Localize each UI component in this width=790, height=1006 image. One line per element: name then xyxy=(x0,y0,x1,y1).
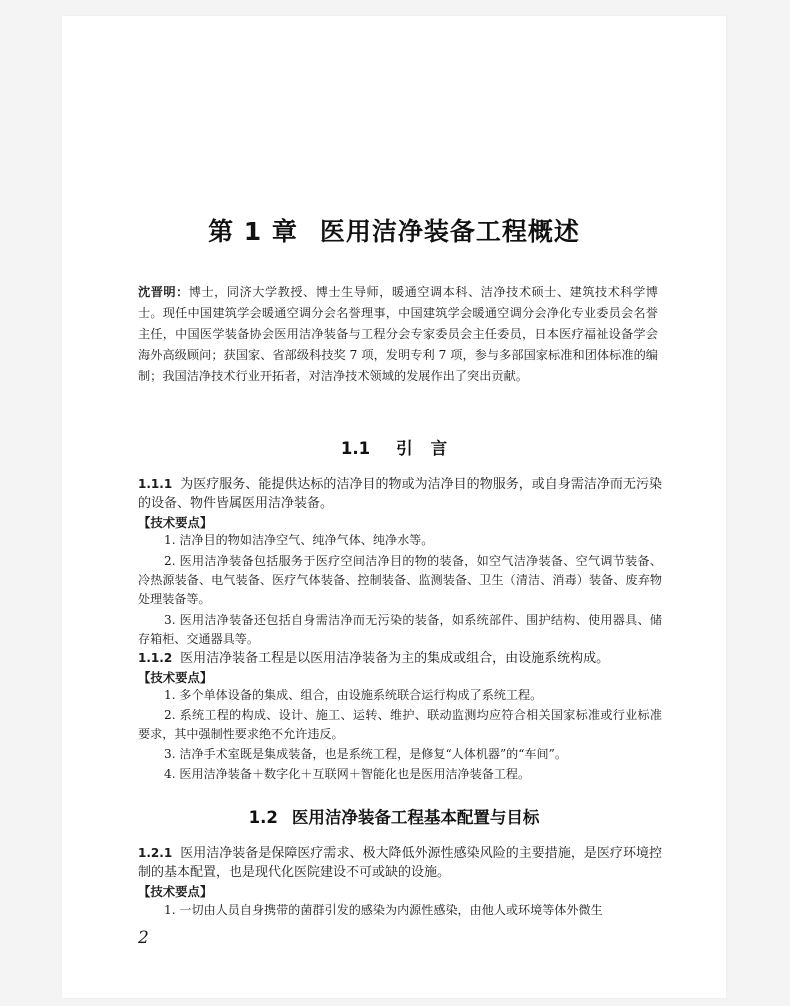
clause-text: 医用洁净装备工程是以医用洁净装备为主的集成或组合，由设施系统构成。 xyxy=(180,651,610,666)
author-bio xyxy=(138,282,658,387)
chapter-title xyxy=(62,212,726,248)
section-1-1-title-b: 言 xyxy=(430,439,448,458)
page-number: 2 xyxy=(138,928,149,948)
list-item: 3. 医用洁净装备还包括自身需洁净而无污染的装备，如系统部件、围护结构、使用器具、储存箱柜、交通器具等。 xyxy=(138,613,662,646)
list-item: 4. 医用洁净装备＋数字化＋互联网＋智能化也是医用洁净装备工程。 xyxy=(164,767,531,781)
section-1-2-title xyxy=(62,804,726,828)
list-item: 2. 医用洁净装备包括服务于医疗空间洁净目的物的装备，如空气洁净装备、空气调节装备、冷热源装备、电气装备、医疗气体装备、控制装备、监测装备、卫生（清洁、消毒）装备、废弃物处理装备等。 xyxy=(138,554,662,606)
key-points-label: 【技术要点】 xyxy=(138,515,213,530)
clause-1-1-1 xyxy=(138,475,662,513)
clause-number: 1.1.1 xyxy=(138,477,173,491)
key-points-label: 【技术要点】 xyxy=(138,670,213,685)
list-item: 1. 多个单体设备的集成、组合，由设施系统联合运行构成了系统工程。 xyxy=(164,688,543,702)
key-points-label: 【技术要点】 xyxy=(138,884,213,899)
clause-text: 医用洁净装备是保障医疗需求、极大降低外源性感染风险的主要措施，是医疗环境控制的基本配置，也是现代化医院建设不可或缺的设施。 xyxy=(138,846,662,880)
clause-number: 1.1.2 xyxy=(138,651,173,665)
chapter-number: 第 1 章 xyxy=(208,217,298,246)
clause-1-2-1 xyxy=(138,844,662,882)
list-item: 1. 洁净目的物如洁净空气、纯净气体、纯净水等。 xyxy=(164,533,434,547)
clause-number: 1.2.1 xyxy=(138,846,173,860)
chapter-name: 医用洁净装备工程概述 xyxy=(319,217,580,246)
list-item: 3. 洁净手术室既是集成装备，也是系统工程，是修复“人体机器”的“车间”。 xyxy=(164,747,567,761)
section-1-1-number: 1.1 xyxy=(340,439,371,458)
book-page xyxy=(62,16,726,998)
section-1-2-number: 1.2 xyxy=(248,808,278,827)
author-bio-text: 博士，同济大学教授、博士生导师，暖通空调本科、洁净技术硕士、建筑技术科学博士。现任中国建筑学会暖通空调分会名誉理事，中国建筑学会暖通空调分会净化专业委员会名誉主任，中国医学装备协会医用洁净装备与工程分会专家委员会主任委员，日本医疗福祉设备学会海外高级顾问；获国家、省部级科技奖 7 项，发明专利 7 项，参与多部国家标准和团体标准的编制；我国洁净技术行业开拓者，对洁净技术领域的发展作出了突出贡献。 xyxy=(138,285,658,383)
clause-1-1-2 xyxy=(138,649,662,668)
section-1-1-title-a: 引 xyxy=(396,439,413,458)
clause-text: 为医疗服务、能提供达标的洁净目的物或为洁净目的物服务，或自身需洁净而无污染的设备、物件皆属医用洁净装备。 xyxy=(138,477,662,511)
author-name: 沈晋明： xyxy=(138,285,189,299)
section-1-2-name: 医用洁净装备工程基本配置与目标 xyxy=(291,808,540,827)
section-1-1-title xyxy=(62,435,726,459)
list-item: 1. 一切由人员自身携带的菌群引发的感染为内源性感染，由他人或环境等体外微生 xyxy=(164,903,603,917)
list-item: 2. 系统工程的构成、设计、施工、运转、维护、联动监测均应符合相关国家标准或行业标准要求，其中强制性要求绝不允许违反。 xyxy=(138,708,662,741)
